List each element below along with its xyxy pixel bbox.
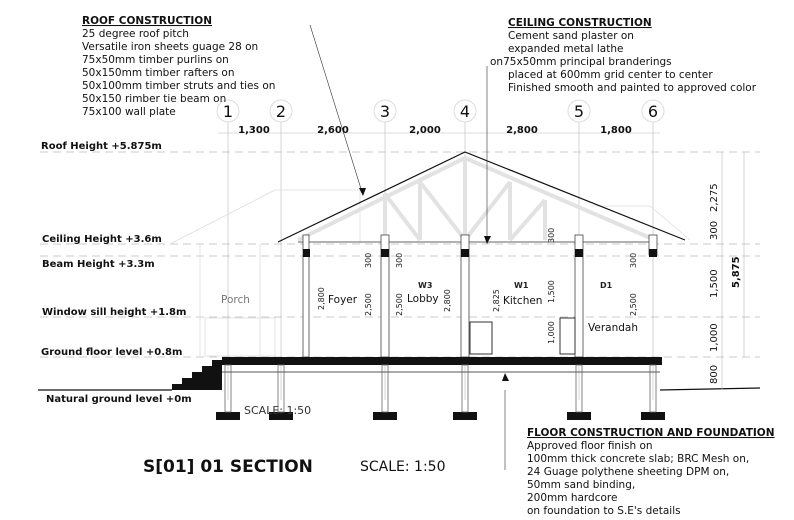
dim-text: 300 bbox=[709, 220, 720, 240]
note-line: Approved floor finish on bbox=[527, 440, 653, 452]
dim-text: 2,500 bbox=[629, 293, 638, 316]
note-line: Cement sand plaster on bbox=[508, 30, 634, 42]
grid-bubble-4: 4 bbox=[459, 102, 471, 121]
grid-bubble-1: 1 bbox=[222, 102, 234, 121]
dim-text: 1,000 bbox=[709, 323, 720, 352]
room-kitchen: Kitchen bbox=[503, 295, 543, 307]
note-line: on75x50mm principal branderings bbox=[490, 56, 672, 68]
title-scale: SCALE: 1:50 bbox=[360, 459, 446, 475]
grid-bubble-3: 3 bbox=[379, 102, 391, 121]
drawing-scale: SCALE: 1:50 bbox=[244, 404, 312, 417]
grid-dim: 2,000 bbox=[409, 125, 441, 136]
floor-slab bbox=[222, 357, 662, 365]
dim-text: 2,825 bbox=[492, 289, 501, 312]
window-tag-w3: W3 bbox=[418, 281, 433, 290]
note-heading: CEILING CONSTRUCTION bbox=[508, 17, 652, 29]
grid-bubble-5: 5 bbox=[573, 102, 585, 121]
kitchen-sink-unit bbox=[560, 318, 575, 354]
roof-construction-note bbox=[82, 15, 275, 118]
note-line: placed at 600mm grid center to center bbox=[508, 69, 713, 81]
grid-bubble-2: 2 bbox=[275, 102, 287, 121]
room-verandah: Verandah bbox=[588, 322, 638, 334]
overall-dimensions bbox=[709, 183, 742, 384]
level-natural-ground: Natural ground level +0m bbox=[46, 394, 192, 405]
dim-text: 2,500 bbox=[364, 293, 373, 316]
note-line: expanded metal lathe bbox=[508, 43, 624, 55]
dim-text: 2,800 bbox=[443, 289, 452, 312]
note-line: 50x150mm timber rafters on bbox=[82, 67, 235, 79]
dim-text: 1,500 bbox=[547, 280, 556, 303]
dim-text: 800 bbox=[709, 364, 720, 384]
dim-text: 300 bbox=[547, 227, 556, 243]
note-heading: ROOF CONSTRUCTION bbox=[82, 15, 213, 27]
note-line: 200mm hardcore bbox=[527, 492, 618, 504]
grid-dim: 2,600 bbox=[317, 125, 349, 136]
grid-dim: 1,800 bbox=[600, 125, 632, 136]
note-line: 75x50mm timber purlins on bbox=[82, 54, 229, 66]
grid-bubbles bbox=[217, 100, 664, 122]
dim-total: 5,875 bbox=[731, 256, 742, 288]
grid-bubble-6: 6 bbox=[647, 102, 659, 121]
level-ground-floor: Ground floor level +0.8m bbox=[41, 347, 183, 358]
grid-dimensions bbox=[238, 125, 632, 136]
roof-truss bbox=[278, 152, 685, 242]
dim-text: 300 bbox=[395, 252, 404, 268]
note-line: on foundation to S.E's details bbox=[527, 505, 681, 517]
dim-text: 300 bbox=[629, 252, 638, 268]
dim-text: 1,000 bbox=[547, 321, 556, 344]
level-ceiling: Ceiling Height +3.6m bbox=[42, 234, 162, 245]
dim-text: 1,500 bbox=[709, 269, 720, 298]
room-foyer: Foyer bbox=[328, 294, 358, 306]
note-line: 50x150 rimber tie beam on bbox=[82, 93, 227, 105]
room-porch: Porch bbox=[221, 294, 250, 306]
kitchen-counter bbox=[470, 322, 492, 354]
note-line: 50x100mm timber struts and ties on bbox=[82, 80, 276, 92]
porch-railing bbox=[205, 318, 275, 356]
note-line: Versatile iron sheets guage 28 on bbox=[82, 41, 259, 53]
dim-text: 2,800 bbox=[317, 287, 326, 310]
entrance-steps bbox=[172, 357, 222, 390]
note-line: 25 degree roof pitch bbox=[82, 28, 189, 40]
floor-construction-note bbox=[527, 427, 775, 517]
note-line: 100mm thick concrete slab; BRC Mesh on, bbox=[527, 453, 750, 465]
ceiling-construction-note bbox=[490, 17, 757, 94]
window-tag-w1: W1 bbox=[514, 281, 529, 290]
note-line: Finished smooth and painted to approved color bbox=[508, 82, 757, 94]
level-sill: Window sill height +1.8m bbox=[42, 307, 187, 318]
level-roof: Roof Height +5.875m bbox=[41, 141, 162, 152]
ground-line bbox=[38, 388, 760, 390]
drawing-title: S[01] 01 SECTION bbox=[143, 457, 313, 477]
dim-text: 300 bbox=[364, 252, 373, 268]
note-line: 75x100 wall plate bbox=[82, 106, 176, 118]
door-tag-d1: D1 bbox=[600, 281, 613, 290]
note-line: 50mm sand binding, bbox=[527, 479, 636, 491]
note-line: 24 Guage polythene sheeting DPM on, bbox=[527, 466, 730, 478]
dim-text: 2,500 bbox=[395, 293, 404, 316]
dim-text: 2,275 bbox=[709, 183, 720, 212]
grid-dim: 2,800 bbox=[506, 125, 538, 136]
level-labels bbox=[41, 141, 192, 405]
room-lobby: Lobby bbox=[407, 293, 439, 305]
note-heading: FLOOR CONSTRUCTION AND FOUNDATION bbox=[527, 427, 775, 439]
level-beam: Beam Height +3.3m bbox=[42, 259, 155, 270]
grid-dim: 1,300 bbox=[238, 125, 270, 136]
leader-lines bbox=[310, 25, 505, 470]
